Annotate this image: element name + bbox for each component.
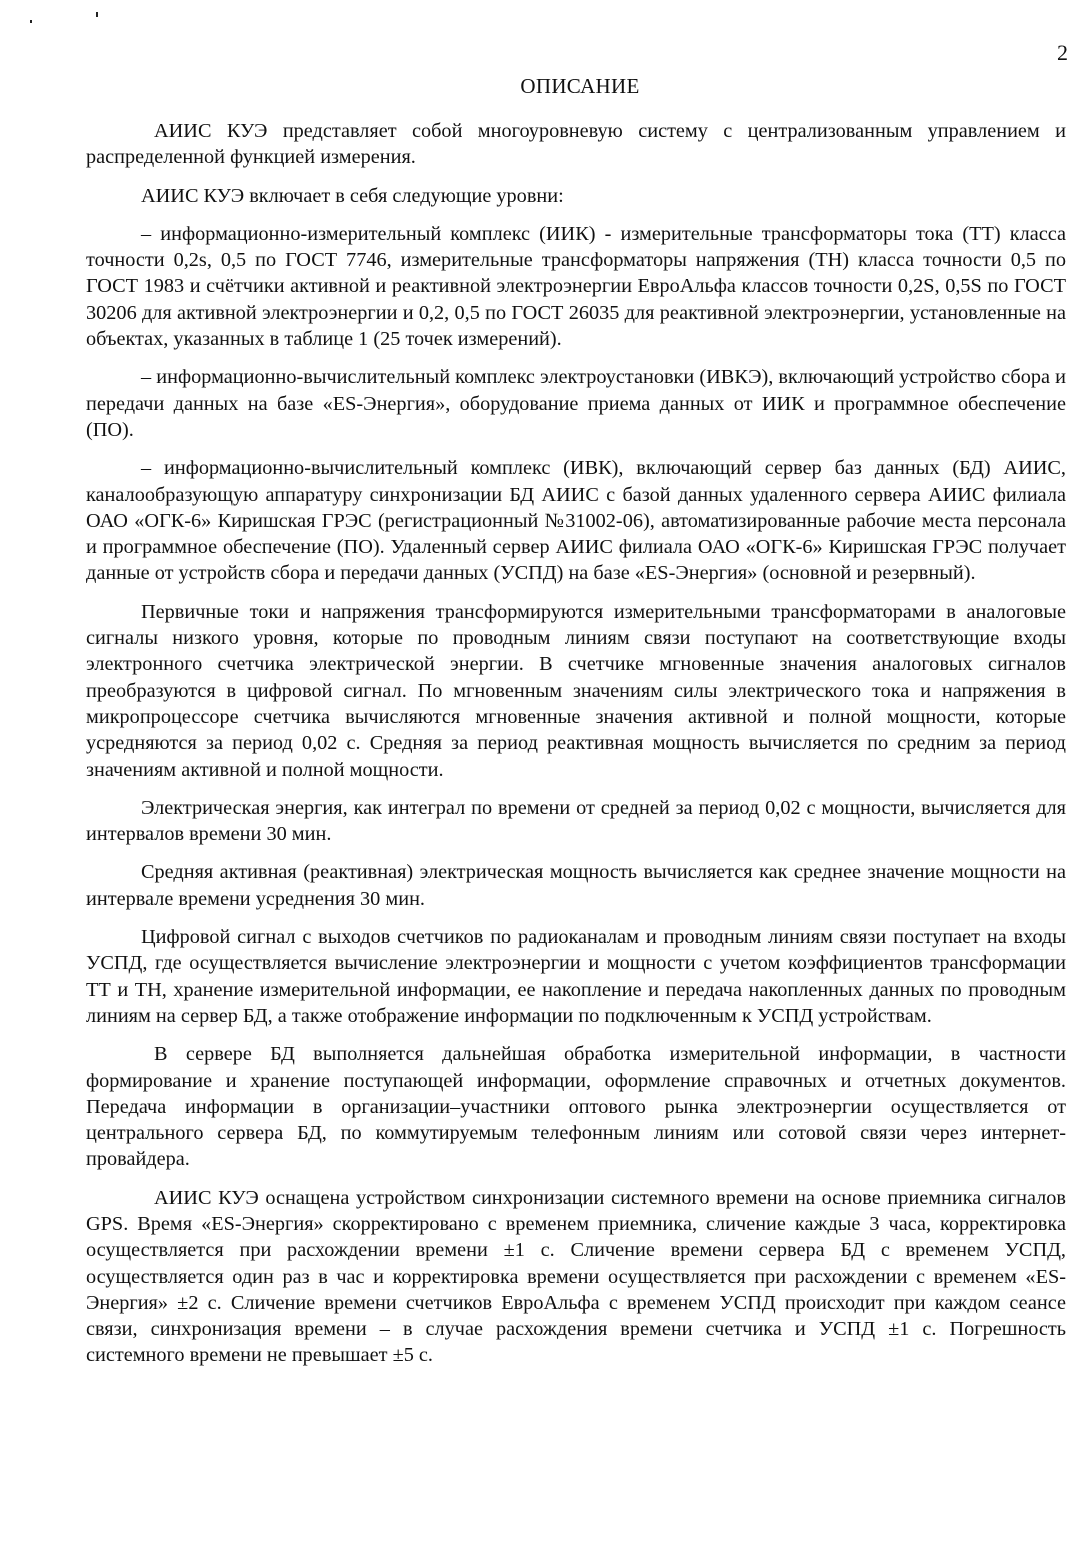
page-number: 2: [1057, 40, 1068, 65]
paragraph-time-sync: АИИС КУЭ оснащена устройством синхронизации системного времени на основе приемника сигналов GPS. Время «ES-Энергия» скорректировано с временем приемника, сличение каждые 3 часа, корректировка осуществляется при расхождении времени ±1 с. Сличение времени сервера БД с временем УСПД, осуществляется один раз в час и корректировка времени осуществляется при расхождении с временем «ES-Энергия» ±2 с. Сличение времени счетчиков ЕвроАльфа с временем УСПД происходит при каждом сеансе связи, синхронизация времени – в случае расхождения времени счетчика и УСПД ±1 с. Погрешность системного времени не превышает ±5 с.: [86, 1186, 1066, 1367]
paragraph-intro: АИИС КУЭ представляет собой многоуровневую систему с централизованным управлением и распределенной функцией измерения.: [86, 120, 1066, 169]
paragraph-level-ivk: – информационно-вычислительный комплекс (ИВК), включающий сервер баз данных (БД) АИИС, каналообразующую аппаратуру синхронизации БД АИИС с базой данных удаленного сервера АИИС филиала ОАО «ОГК-6» Киришская ГРЭС (регистрационный №31002-06), автоматизированные рабочие места персонала и программное обеспечение (ПО). Удаленный сервер АИИС филиала ОАО «ОГК-6» Киришская ГРЭС получает данные от устройств сбора и передачи данных (УСПД) на базе «ES-Энергия» (основной и резервный).: [86, 457, 1066, 585]
paragraph-electric-energy: Электрическая энергия, как интеграл по времени от средней за период 0,02 с мощности, вычисляется для интервалов времени 30 мин.: [86, 796, 1066, 846]
paragraph-levels-intro: АИИС КУЭ включает в себя следующие уровни:: [141, 184, 564, 207]
paragraph-level-ivke: – информационно-вычислительный комплекс электроустановки (ИВКЭ), включающий устройство сбора и передачи данных на базе «ES-Энергия», оборудование приема данных от ИИК и программное обеспечение (ПО).: [86, 366, 1066, 441]
paragraph-db-server: В сервере БД выполняется дальнейшая обработка измерительной информации, в частности формирование и хранение поступающей информации, оформление справочных и отчетных документов. Передача информации в организации–участники оптового рынка электроэнергии осуществляется от центрального сервера БД, по коммутируемым телефонным линиям или сотовой связи через интернет-провайдера.: [86, 1043, 1066, 1171]
scan-artifact: [96, 12, 98, 17]
page-title: ОПИСАНИЕ: [520, 74, 640, 98]
paragraph-level-iik: – информационно-измерительный комплекс (ИИК) - измерительные трансформаторы тока (ТТ) класса точности 0,2s, 0,5 по ГОСТ 7746, измерительные трансформаторы напряжения (ТН) класса точности 0,5 по ГОСТ 1983 и счётчики активной и реактивной электроэнергии ЕвроАльфа классов точности 0,2S, 0,5S по ГОСТ 30206 для активной электроэнергии и 0,2, 0,5 по ГОСТ 26035 для реактивной электроэнергии, установленные на объектах, указанных в таблице 1 (25 точек измерений).: [86, 222, 1066, 351]
scan-artifact: [30, 20, 32, 23]
paragraph-digital-signal: Цифровой сигнал с выходов счетчиков по радиоканалам и проводным линиям связи поступает на входы УСПД, где осуществляется вычисление электроэнергии и мощности с учетом коэффициентов трансформации ТТ и ТН, хранение измерительной информации, ее накопление и передача накопленных данных по проводным линиям на сервер БД, а также отображение информации по подключенным к УСПД устройствам.: [86, 926, 1066, 1027]
document-body: [86, 118, 1066, 1381]
paragraph-average-power: Средняя активная (реактивная) электрическая мощность вычисляется как среднее значение мощности на интервале времени усреднения 30 мин.: [86, 861, 1066, 910]
paragraph-primary-currents: Первичные токи и напряжения трансформируются измерительными трансформаторами в аналоговые сигналы низкого уровня, которые по проводным линиям связи поступают на соответствующие входы электронного счетчика электрической энергии. В счетчике мгновенные значения аналоговых сигналов преобразуются в цифровой сигнал. По мгновенным значениям силы электрического тока и напряжения в микропроцессоре счетчика вычисляются мгновенные значения активной и полной мощности, которые усредняются за период 0,02 с. Средняя за период реактивная мощность вычисляется по средним за период значениям активной и полной мощности.: [86, 600, 1066, 781]
